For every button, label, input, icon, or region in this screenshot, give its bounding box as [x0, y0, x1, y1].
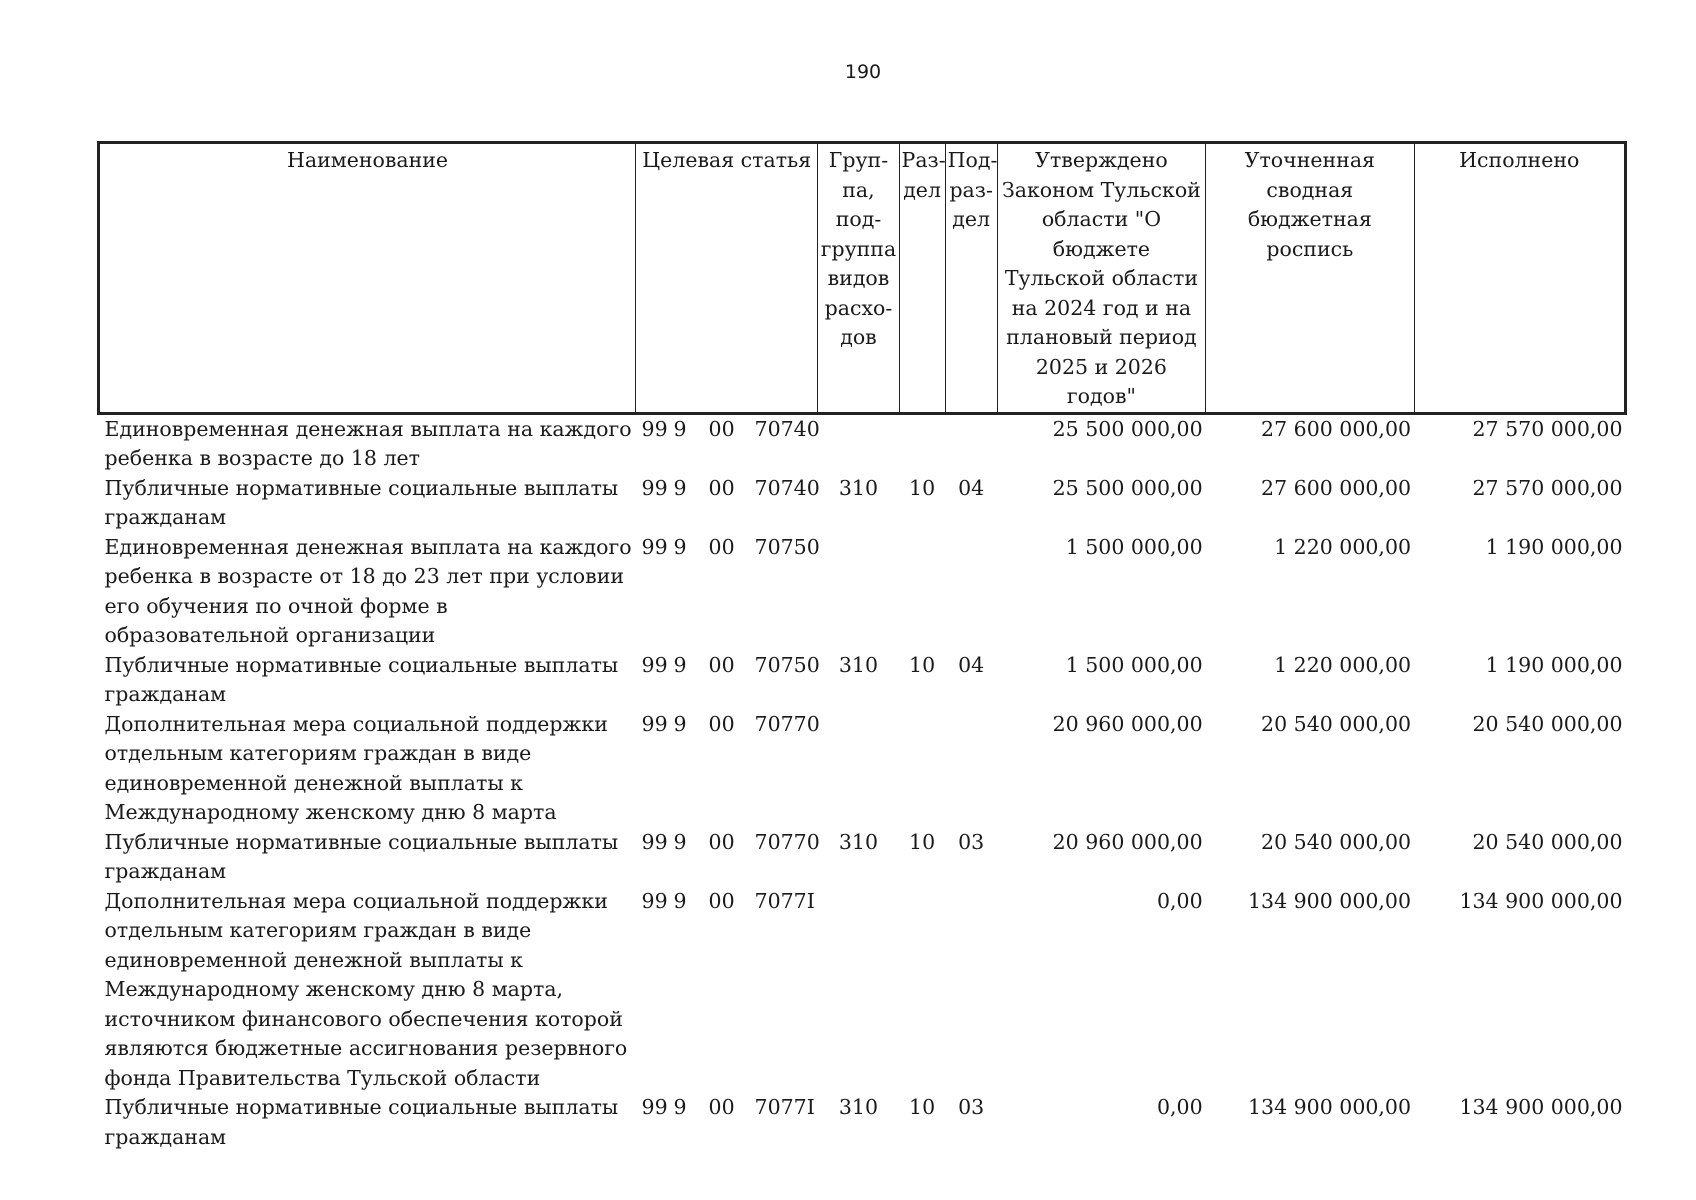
target-article-part: 99: [641, 475, 668, 500]
row-executed: 20 540 000,00: [1472, 829, 1623, 854]
row-name: Публичные нормативные социальные выплаты гражданам: [104, 1095, 619, 1149]
row-razdel: [899, 533, 945, 651]
row-podrazdel: 03: [958, 829, 985, 854]
row-podrazdel: [945, 413, 997, 474]
row-refined: 20 540 000,00: [1261, 829, 1412, 854]
table-row: [99, 474, 1626, 533]
row-razdel: [899, 710, 945, 828]
row-refined: 1 220 000,00: [1274, 534, 1412, 559]
table-row: [99, 413, 1626, 474]
target-article-part: 99: [641, 652, 668, 677]
row-group: [818, 710, 899, 828]
row-podrazdel: 03: [958, 1095, 985, 1119]
row-razdel: [899, 413, 945, 474]
row-approved: 20 960 000,00: [1052, 829, 1203, 854]
row-target-article: [636, 474, 818, 533]
row-refined: 134 900 000,00: [1248, 888, 1412, 913]
target-article-part: 99: [641, 534, 668, 559]
row-approved: 25 500 000,00: [1052, 416, 1203, 441]
row-razdel: 10: [909, 652, 936, 677]
row-name: Публичные нормативные социальные выплаты гражданам: [104, 652, 619, 706]
row-podrazdel: 04: [958, 475, 985, 500]
target-article-part: 99: [641, 888, 668, 913]
target-article-part: 9: [673, 1095, 687, 1119]
table-row: [99, 1093, 1626, 1152]
row-target-article: [636, 828, 818, 887]
target-article-part: 7077I: [754, 1095, 815, 1119]
row-approved: 1 500 000,00: [1065, 652, 1203, 677]
row-target-article: [636, 533, 818, 651]
row-name: Единовременная денежная выплата на каждого ребенка в возрасте до 18 лет: [104, 416, 632, 470]
target-article-part: 70770: [754, 829, 820, 854]
row-approved: 0,00: [1156, 1095, 1203, 1119]
row-podrazdel: [945, 710, 997, 828]
row-refined: 27 600 000,00: [1261, 416, 1412, 441]
row-target-article: [636, 1093, 818, 1152]
row-name: Дополнительная мера социальной поддержки отдельным категориям граждан в виде единовременной денежной выплаты к Международному женскому дню 8 марта, источником финансового обеспечения которой являются бюджетные ассигнования резервного фонда Правительства Тульской области: [104, 888, 628, 1090]
row-razdel: 10: [909, 475, 936, 500]
header-target-article: Целевая статья: [636, 143, 818, 414]
header-executed: Исполнено: [1414, 143, 1625, 414]
target-article-part: 70770: [754, 711, 820, 736]
row-refined: 27 600 000,00: [1261, 475, 1412, 500]
row-group: 310: [838, 652, 879, 677]
row-name: Публичные нормативные социальные выплаты гражданам: [104, 829, 619, 883]
row-approved: 20 960 000,00: [1052, 711, 1203, 736]
row-razdel: 10: [909, 829, 936, 854]
row-approved: 1 500 000,00: [1065, 534, 1203, 559]
target-article-part: 9: [673, 416, 687, 441]
row-refined: 1 220 000,00: [1274, 652, 1412, 677]
target-article-part: 9: [673, 652, 687, 677]
header-group: Груп-па, под-группа видов расхо-дов: [818, 143, 899, 414]
target-article-part: 99: [641, 416, 668, 441]
target-article-part: 99: [641, 1095, 668, 1119]
target-article-part: 7077I: [754, 888, 815, 913]
target-article-part: 00: [708, 416, 735, 441]
target-article-part: 70750: [754, 652, 820, 677]
target-article-part: 00: [708, 652, 735, 677]
target-article-part: 00: [708, 475, 735, 500]
target-article-part: 00: [708, 1095, 735, 1119]
row-target-article: [636, 651, 818, 710]
target-article-part: 00: [708, 888, 735, 913]
row-refined: 134 900 000,00: [1248, 1095, 1412, 1119]
target-article-part: 00: [708, 534, 735, 559]
row-approved: 25 500 000,00: [1052, 475, 1203, 500]
row-group: [818, 533, 899, 651]
budget-table: [97, 141, 1627, 1152]
target-article-part: 00: [708, 711, 735, 736]
target-article-part: 70740: [754, 416, 820, 441]
row-name: Публичные нормативные социальные выплаты гражданам: [104, 475, 619, 529]
header-podrazdel: Под-раз-дел: [945, 143, 997, 414]
header-refined: Уточненная сводная бюджетная роспись: [1206, 143, 1414, 414]
page-number: 190: [844, 61, 882, 83]
target-article-part: 99: [641, 829, 668, 854]
table-row: [99, 828, 1626, 887]
row-executed: 1 190 000,00: [1485, 534, 1623, 559]
row-podrazdel: [945, 887, 997, 1094]
row-executed: 27 570 000,00: [1472, 475, 1623, 500]
table-row: [99, 710, 1626, 828]
target-article-part: 99: [641, 711, 668, 736]
row-podrazdel: 04: [958, 652, 985, 677]
table-row: [99, 533, 1626, 651]
row-executed: 134 900 000,00: [1459, 888, 1623, 913]
row-target-article: [636, 413, 818, 474]
target-article-part: 00: [708, 829, 735, 854]
header-razdel: Раз-дел: [899, 143, 945, 414]
row-refined: 20 540 000,00: [1261, 711, 1412, 736]
row-executed: 27 570 000,00: [1472, 416, 1623, 441]
target-article-part: 70750: [754, 534, 820, 559]
table-row: [99, 887, 1626, 1094]
row-name: Дополнительная мера социальной поддержки отдельным категориям граждан в виде единовременной денежной выплаты к Международному женскому дню 8 марта: [104, 711, 608, 824]
row-name: Единовременная денежная выплата на каждого ребенка в возрасте от 18 до 23 лет при условии его обучения по очной форме в образовательной организации: [104, 534, 632, 647]
row-executed: 20 540 000,00: [1472, 711, 1623, 736]
row-podrazdel: [945, 533, 997, 651]
row-razdel: 10: [909, 1095, 936, 1119]
row-executed: 1 190 000,00: [1485, 652, 1623, 677]
row-target-article: [636, 710, 818, 828]
row-target-article: [636, 887, 818, 1094]
row-group: [818, 413, 899, 474]
header-name: Наименование: [99, 143, 636, 414]
table-header-row: [99, 143, 1626, 414]
target-article-part: 9: [673, 475, 687, 500]
row-group: 310: [838, 475, 879, 500]
header-approved: Утверждено Законом Тульской области "О бюджете Тульской области на 2024 год и на плановый период 2025 и 2026 годов": [997, 143, 1205, 414]
target-article-part: 9: [673, 829, 687, 854]
target-article-part: 9: [673, 888, 687, 913]
row-group: [818, 887, 899, 1094]
row-razdel: [899, 887, 945, 1094]
row-approved: 0,00: [1156, 888, 1203, 913]
target-article-part: 9: [673, 711, 687, 736]
row-group: 310: [838, 829, 879, 854]
target-article-part: 70740: [754, 475, 820, 500]
table-row: [99, 651, 1626, 710]
row-group: 310: [838, 1095, 879, 1119]
row-executed: 134 900 000,00: [1459, 1095, 1623, 1119]
target-article-part: 9: [673, 534, 687, 559]
